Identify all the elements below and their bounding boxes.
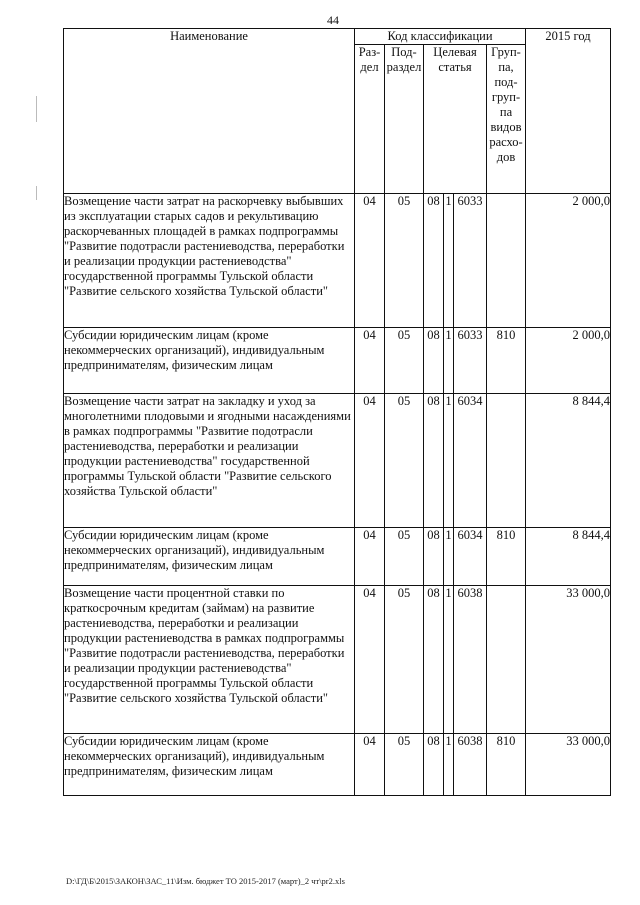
row-podrazdel: 05 — [385, 328, 424, 394]
row-target-program: 08 — [424, 394, 444, 528]
row-amount: 2 000,0 — [526, 328, 611, 394]
row-target-subprogram: 1 — [444, 394, 454, 528]
table-row — [64, 394, 611, 528]
header-group — [487, 45, 526, 194]
row-target-program: 08 — [424, 194, 444, 328]
row-expense-type: 810 — [487, 328, 526, 394]
table-row — [64, 734, 611, 796]
table-row — [64, 586, 611, 734]
row-name: Возмещение части затрат на раскорчевку выбывших из эксплуатации старых садов и рекультивацию раскорчеванных площадей в рамках подпрограммы "Развитие подотрасли растениеводства, переработки и реализации продукции растениеводства" государственной программы Тульской области "Развитие сельского хозяйства Тульской области" — [64, 194, 355, 328]
row-expense-type — [487, 586, 526, 734]
row-podrazdel: 05 — [385, 394, 424, 528]
row-target-direction: 6034 — [454, 528, 487, 586]
row-target-direction: 6038 — [454, 734, 487, 796]
row-name: Субсидии юридическим лицам (кроме некоммерческих организаций), индивидуальным предпринимателям, физическим лицам — [64, 328, 355, 394]
row-target-program: 08 — [424, 586, 444, 734]
header-group-line: па, — [498, 60, 514, 74]
row-podrazdel: 05 — [385, 586, 424, 734]
header-subsection-line1: Под- — [391, 45, 417, 59]
row-name: Субсидии юридическим лицам (кроме некоммерческих организаций), индивидуальным предпринимателям, физическим лицам — [64, 734, 355, 796]
header-group-line: дов — [496, 150, 516, 164]
row-target-subprogram: 1 — [444, 328, 454, 394]
row-razdel: 04 — [355, 586, 385, 734]
header-section — [355, 45, 385, 194]
row-razdel: 04 — [355, 528, 385, 586]
table-row — [64, 328, 611, 394]
row-expense-type — [487, 394, 526, 528]
row-target-program: 08 — [424, 328, 444, 394]
header-subsection — [385, 45, 424, 194]
row-razdel: 04 — [355, 394, 385, 528]
row-expense-type: 810 — [487, 734, 526, 796]
row-amount: 8 844,4 — [526, 394, 611, 528]
row-name: Субсидии юридическим лицам (кроме некоммерческих организаций), индивидуальным предпринимателям, физическим лицам — [64, 528, 355, 586]
row-target-direction: 6034 — [454, 394, 487, 528]
header-classification: Код классификации — [355, 29, 526, 45]
file-path-footer: D:\ГД\Б\2015\ЗАКОН\ЗАС_11\Изм. бюджет ТО 2015-2017 (март)_2 чт\pr2.xls — [66, 876, 345, 886]
row-podrazdel: 05 — [385, 734, 424, 796]
row-razdel: 04 — [355, 194, 385, 328]
row-target-direction: 6038 — [454, 586, 487, 734]
table-row — [64, 528, 611, 586]
header-target-line1: Целевая — [433, 45, 477, 59]
header-group-line: Груп- — [491, 45, 521, 59]
page-number: 44 — [327, 13, 339, 27]
table-row — [64, 194, 611, 328]
row-amount: 8 844,4 — [526, 528, 611, 586]
header-year: 2015 год — [526, 29, 611, 194]
row-target-subprogram: 1 — [444, 194, 454, 328]
header-target-line2: статья — [438, 60, 472, 74]
row-target-direction: 6033 — [454, 194, 487, 328]
row-target-program: 08 — [424, 528, 444, 586]
header-row — [64, 29, 611, 45]
row-amount: 2 000,0 — [526, 194, 611, 328]
row-target-subprogram: 1 — [444, 586, 454, 734]
header-group-line: видов — [490, 120, 522, 134]
header-name: Наименование — [64, 29, 355, 194]
row-amount: 33 000,0 — [526, 586, 611, 734]
header-group-line: расхо- — [489, 135, 523, 149]
row-target-subprogram: 1 — [444, 734, 454, 796]
row-expense-type — [487, 194, 526, 328]
header-group-line: груп- — [491, 90, 521, 104]
row-target-direction: 6033 — [454, 328, 487, 394]
row-target-program: 08 — [424, 734, 444, 796]
budget-table — [63, 28, 611, 796]
header-section-line2: дел — [360, 60, 379, 74]
header-subsection-line2: раздел — [386, 60, 422, 74]
header-group-line: па — [499, 105, 513, 119]
row-name: Возмещение части процентной ставки по краткосрочным кредитам (займам) на развитие растениеводства, переработки и реализации продукции растениеводства в рамках подпрограммы "Развитие подотрасли растениеводства, переработки и реализации продукции растениеводства" государственной программы Тульской области "Развитие сельского хозяйства Тульской области" — [64, 586, 355, 734]
row-podrazdel: 05 — [385, 528, 424, 586]
row-razdel: 04 — [355, 734, 385, 796]
header-group-line: под- — [494, 75, 518, 89]
row-podrazdel: 05 — [385, 194, 424, 328]
row-razdel: 04 — [355, 328, 385, 394]
row-name: Возмещение части затрат на закладку и уход за многолетними плодовыми и ягодными насаждениями в рамках подпрограммы "Развитие подотрасли растениеводства, переработки и реализации продукции растениеводства" государственной программы Тульской области "Развитие сельского хозяйства Тульской области" — [64, 394, 355, 528]
margin-mark — [36, 96, 37, 122]
row-target-subprogram: 1 — [444, 528, 454, 586]
row-amount: 33 000,0 — [526, 734, 611, 796]
margin-mark — [36, 186, 37, 200]
header-target — [424, 45, 487, 194]
header-section-line1: Раз- — [358, 45, 381, 59]
row-expense-type: 810 — [487, 528, 526, 586]
